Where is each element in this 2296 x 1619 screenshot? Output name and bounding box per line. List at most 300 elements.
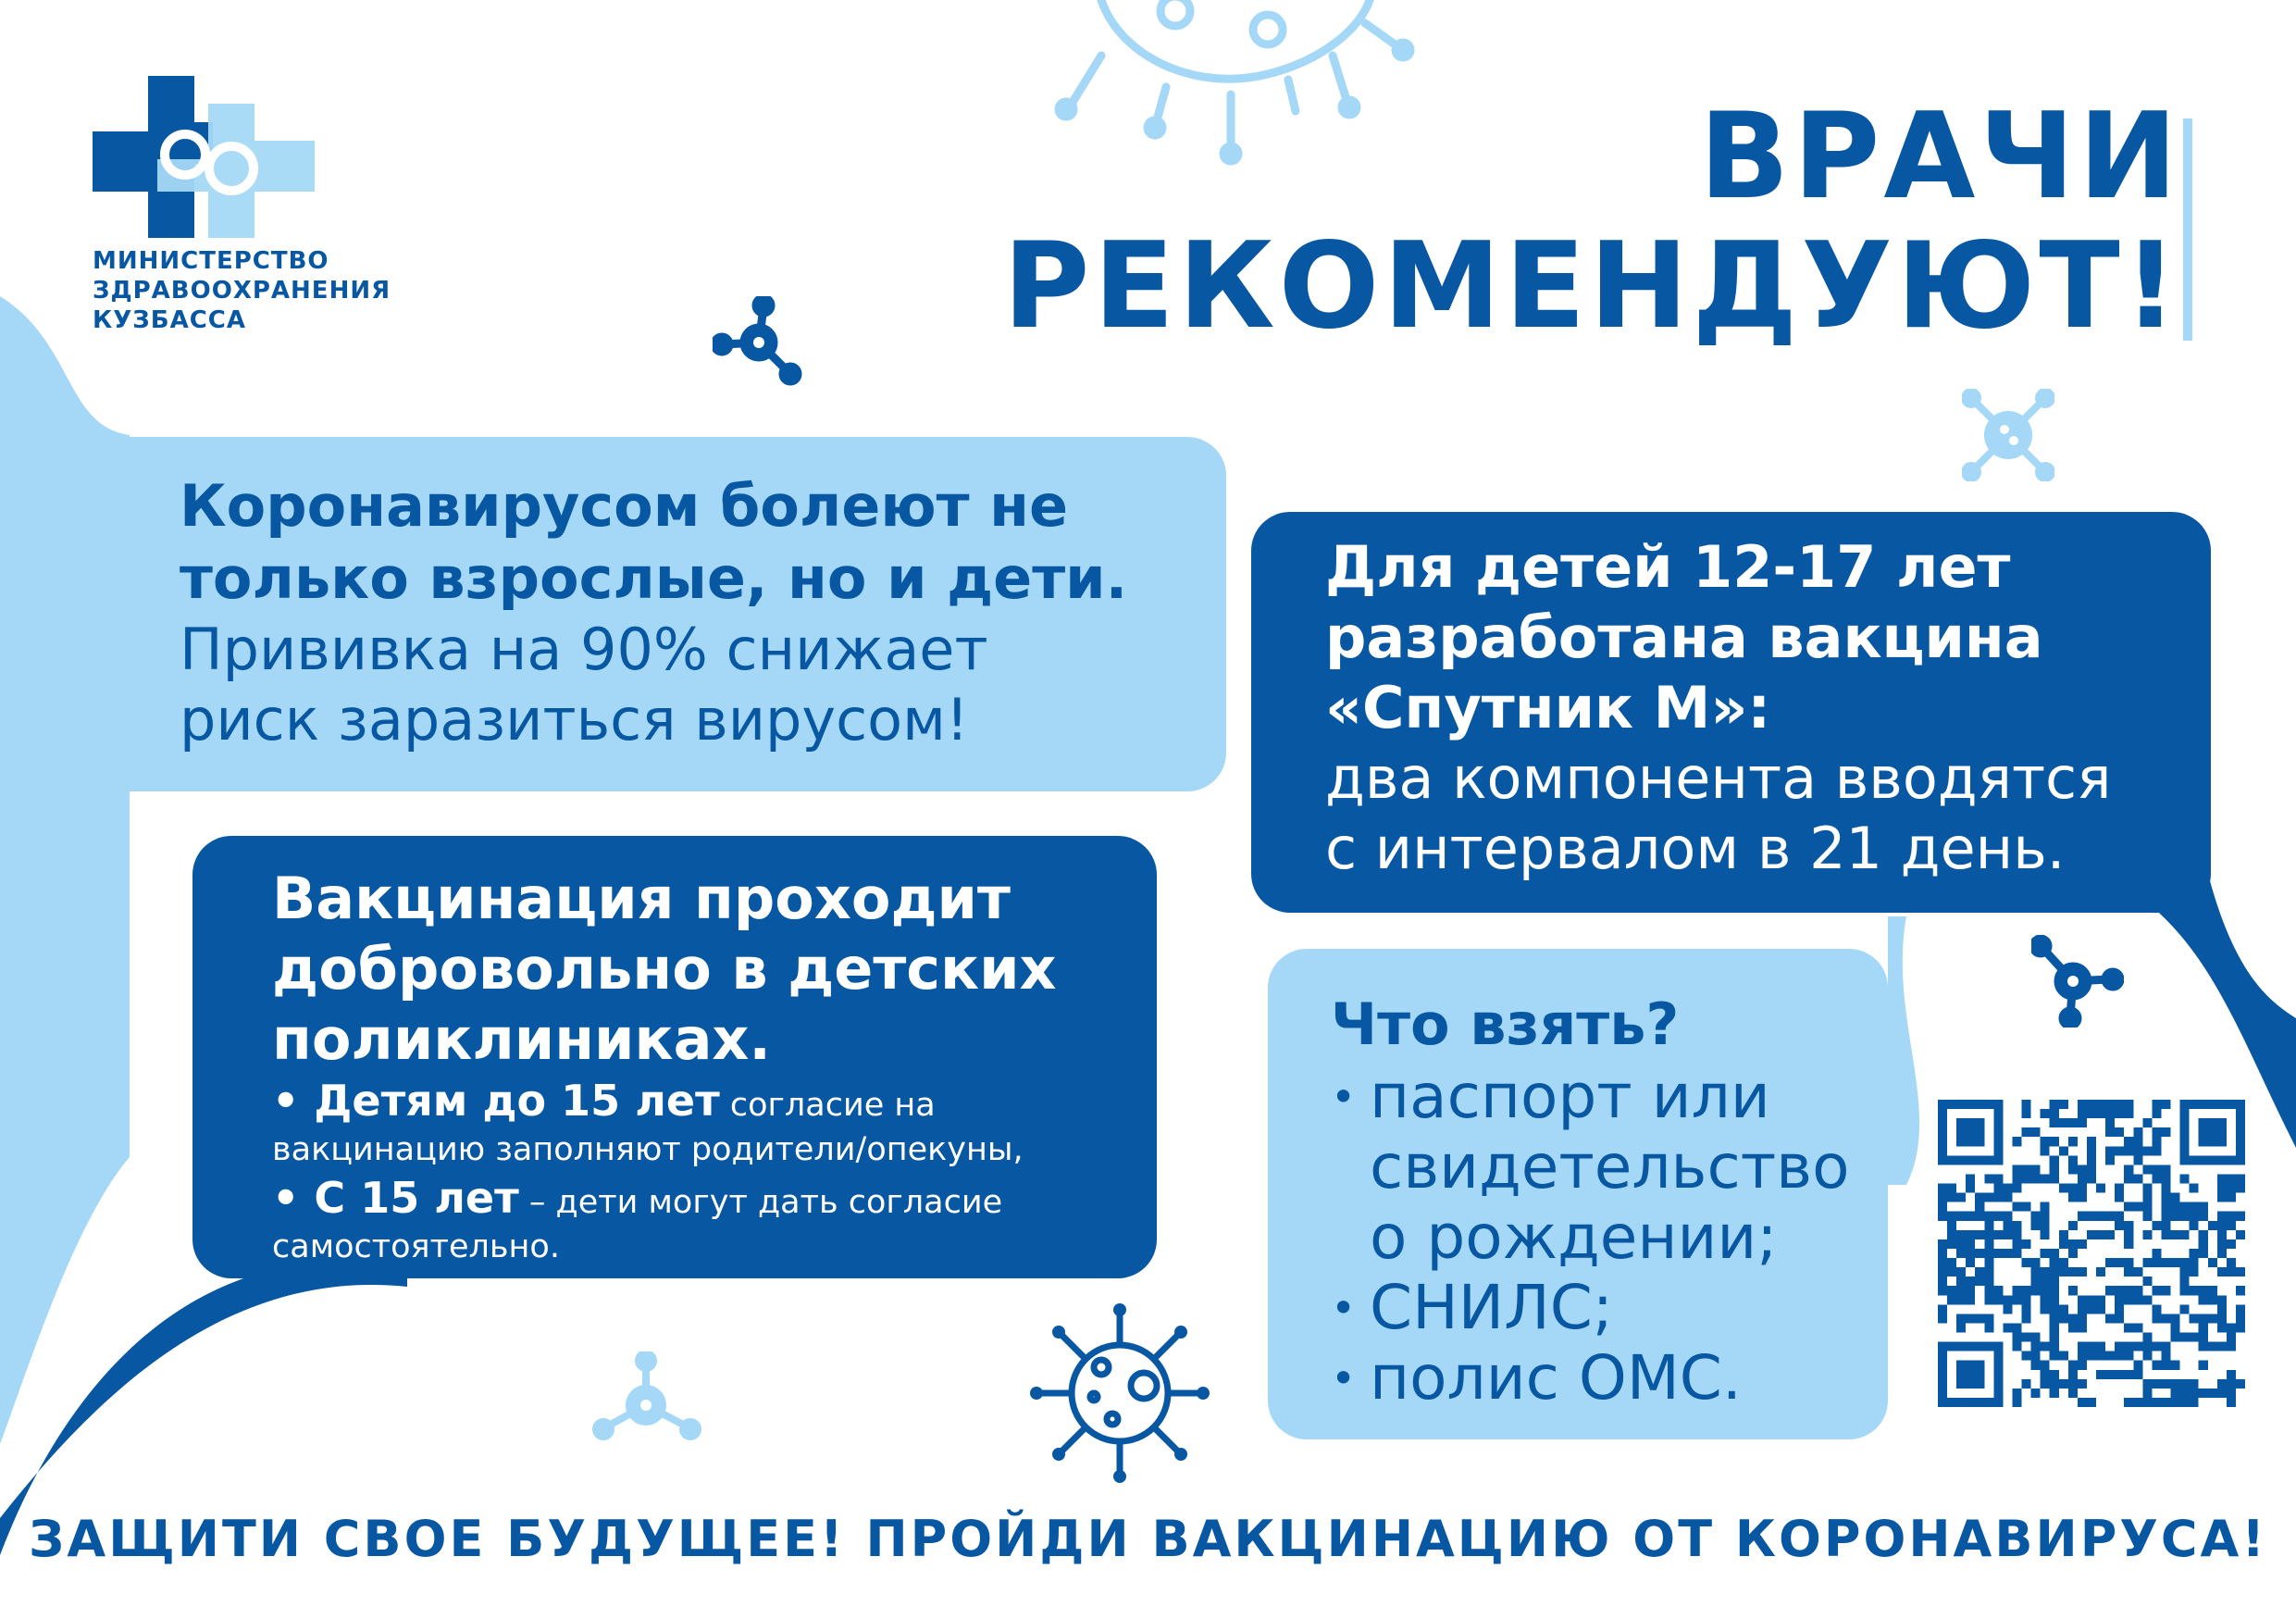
qr-module <box>2199 1239 2208 1249</box>
qr-module <box>2003 1304 2012 1314</box>
qr-module <box>2142 1193 2152 1202</box>
qr-module <box>2087 1295 2096 1304</box>
qr-module <box>2059 1351 2068 1361</box>
qr-module <box>2041 1304 2050 1314</box>
qr-module <box>2161 1286 2170 1295</box>
qr-module <box>2199 1230 2208 1239</box>
qr-module <box>2078 1304 2087 1314</box>
qr-module <box>2068 1164 2078 1174</box>
qr-module <box>2096 1184 2105 1193</box>
qr-module <box>2152 1174 2161 1183</box>
qr-module <box>1938 1202 1947 1212</box>
qr-module <box>1984 1295 1993 1304</box>
qr-module <box>2003 1221 2012 1230</box>
qr-module <box>2142 1379 2152 1389</box>
qr-module <box>2180 1277 2190 1286</box>
qr-module <box>2142 1164 2152 1174</box>
qr-module <box>1938 1249 1947 1258</box>
qr-module <box>1993 1184 2003 1193</box>
qr-module <box>2236 1304 2245 1314</box>
qr-module <box>2190 1314 2199 1323</box>
qr-module <box>1975 1202 1984 1212</box>
qr-module <box>2199 1323 2208 1332</box>
bullet-icon: • <box>1331 1072 1357 1122</box>
qr-module <box>2087 1164 2096 1174</box>
qr-module <box>2171 1361 2180 1370</box>
qr-module <box>2161 1100 2170 1109</box>
qr-module <box>2031 1174 2041 1183</box>
qr-module <box>2199 1118 2227 1146</box>
qr-module <box>2012 1286 2021 1295</box>
qr-module <box>1984 1249 1993 1258</box>
qr-module <box>2142 1118 2152 1127</box>
qr-module <box>1993 1295 2003 1304</box>
qr-module <box>2059 1258 2068 1267</box>
qr-module <box>2050 1370 2059 1379</box>
qr-module <box>2068 1184 2078 1193</box>
qr-module <box>2050 1109 2059 1118</box>
qr-module <box>2152 1249 2161 1258</box>
virus-icon-bottom <box>1027 1301 1212 1486</box>
qr-module <box>1947 1184 1956 1193</box>
qr-module <box>1975 1212 1984 1221</box>
qr-module <box>2152 1286 2161 1295</box>
qr-module <box>2078 1314 2087 1323</box>
qr-module <box>2161 1212 2170 1221</box>
qr-module <box>2199 1286 2208 1295</box>
qr-module <box>2105 1127 2115 1137</box>
qr-module <box>2078 1239 2087 1249</box>
qr-module <box>2096 1100 2105 1109</box>
ministry-logo <box>93 76 391 335</box>
bullet-icon: • <box>1331 1353 1357 1403</box>
qr-module <box>1956 1118 1984 1146</box>
qr-module <box>2012 1342 2021 1351</box>
qr-module <box>2012 1323 2021 1332</box>
qr-module <box>1993 1212 2003 1221</box>
qr-code-icon[interactable] <box>1938 1100 2245 1407</box>
qr-module <box>2124 1164 2133 1174</box>
qr-module <box>2227 1389 2236 1398</box>
qr-module <box>2068 1389 2078 1398</box>
qr-module <box>2041 1277 2050 1286</box>
qr-module <box>2115 1212 2124 1221</box>
qr-module <box>2236 1286 2245 1295</box>
sputnik-bold-line-1: Для детей 12-17 лет <box>1325 533 2011 601</box>
voluntary-bold-line-3: поликлиниках. <box>272 1005 771 1073</box>
qr-module <box>2031 1267 2041 1277</box>
qr-module <box>2003 1212 2012 1221</box>
qr-module <box>1984 1314 1993 1323</box>
sputnik-line-4: два компонента вводятся <box>1325 744 2112 812</box>
qr-module <box>2199 1361 2208 1370</box>
qr-module <box>2078 1174 2087 1183</box>
qr-module <box>2059 1230 2068 1239</box>
children-bold-line-1: Коронавирусом болеют не <box>180 472 1069 540</box>
qr-module <box>2180 1202 2190 1212</box>
qr-module <box>2022 1304 2031 1314</box>
bullet-icon: • <box>1331 1283 1357 1333</box>
qr-module <box>2012 1398 2021 1407</box>
molecule-icon-2 <box>1962 389 2054 481</box>
qr-module <box>2227 1184 2236 1193</box>
qr-module <box>1938 1258 1947 1267</box>
qr-module <box>2087 1109 2096 1118</box>
qr-module <box>1947 1212 1956 1221</box>
qr-module <box>2124 1174 2133 1183</box>
qr-module <box>1966 1230 1975 1239</box>
qr-module <box>1938 1314 1947 1323</box>
take-item-2-text: СНИЛС; <box>1370 1272 1614 1343</box>
qr-module <box>2050 1342 2059 1351</box>
qr-module <box>2190 1212 2199 1221</box>
qr-module <box>2105 1230 2115 1239</box>
qr-module <box>2142 1333 2152 1342</box>
qr-module <box>1984 1230 1993 1239</box>
qr-module <box>2161 1398 2170 1407</box>
children-bold-line-2: только взрослые, но и дети. <box>180 544 1128 612</box>
qr-module <box>2180 1174 2190 1183</box>
qr-module <box>2161 1221 2170 1230</box>
qr-module <box>1984 1258 1993 1267</box>
qr-module <box>2190 1258 2199 1267</box>
qr-module <box>2208 1389 2217 1398</box>
qr-module <box>2022 1333 2031 1342</box>
qr-module <box>2171 1212 2180 1221</box>
qr-module <box>1947 1295 1956 1304</box>
qr-module <box>2161 1361 2170 1370</box>
qr-module <box>2115 1304 2124 1314</box>
qr-module <box>2087 1351 2096 1361</box>
qr-module <box>2124 1202 2133 1212</box>
qr-module <box>2115 1351 2124 1361</box>
qr-module <box>2050 1155 2059 1164</box>
qr-module <box>1956 1295 1966 1304</box>
qr-module <box>2142 1184 2152 1193</box>
qr-module <box>2180 1212 2190 1221</box>
qr-module <box>2161 1314 2170 1323</box>
qr-module <box>2068 1361 2078 1370</box>
qr-module <box>2031 1351 2041 1361</box>
qr-module <box>2152 1342 2161 1351</box>
qr-module <box>2161 1174 2170 1183</box>
qr-module <box>2031 1389 2041 1398</box>
qr-module <box>2152 1361 2161 1370</box>
qr-module <box>2012 1249 2021 1258</box>
qr-module <box>2115 1109 2124 1118</box>
headline <box>1002 88 2181 355</box>
qr-module <box>2133 1370 2142 1379</box>
qr-module <box>1993 1230 2003 1239</box>
qr-module <box>2022 1295 2031 1304</box>
qr-module <box>2171 1193 2180 1202</box>
qr-module <box>1966 1258 1975 1267</box>
qr-module <box>2050 1286 2059 1295</box>
qr-module <box>2041 1212 2050 1221</box>
qr-module <box>2142 1230 2152 1239</box>
qr-module <box>2152 1146 2161 1155</box>
qr-module <box>2012 1239 2021 1249</box>
qr-module <box>2003 1184 2012 1193</box>
qr-module <box>2133 1323 2142 1332</box>
qr-module <box>2115 1184 2124 1193</box>
qr-module <box>2022 1100 2031 1109</box>
molecule-icon-1 <box>713 296 805 389</box>
voluntary-item-1 <box>272 1078 1157 1127</box>
qr-module <box>2199 1249 2208 1258</box>
take-title: Что взять? <box>1331 990 1680 1058</box>
qr-module <box>2236 1323 2245 1332</box>
take-item-1-line-1: паспорт или <box>1370 1061 1770 1132</box>
qr-module <box>2012 1221 2021 1230</box>
voluntary-item-2-text: – дети могут дать согласие <box>518 1184 1003 1221</box>
headline-accent-line <box>2183 118 2192 341</box>
qr-module <box>2012 1230 2021 1239</box>
qr-module <box>2041 1286 2050 1295</box>
qr-module <box>2105 1370 2115 1379</box>
qr-module <box>2152 1109 2161 1118</box>
take-item-1-line-2: свидетельство <box>1370 1131 1850 1202</box>
qr-module <box>2133 1174 2142 1183</box>
qr-module <box>2190 1249 2199 1258</box>
logo-line-2: ЗДРАВООХРАНЕНИЯ <box>93 277 391 305</box>
qr-module <box>2133 1361 2142 1370</box>
take-item-1-line-3: о рождении; <box>1370 1202 1778 1273</box>
qr-module <box>2208 1314 2217 1323</box>
sputnik-bold-line-3: «Спутник М»: <box>1325 674 1771 741</box>
qr-module <box>2217 1249 2227 1258</box>
qr-module <box>2236 1184 2245 1193</box>
qr-module <box>2012 1164 2021 1174</box>
qr-module <box>2199 1314 2208 1323</box>
qr-module <box>2041 1174 2050 1183</box>
qr-module <box>2227 1212 2236 1221</box>
qr-module <box>2050 1314 2059 1323</box>
qr-module <box>2022 1351 2031 1361</box>
qr-module <box>2133 1267 2142 1277</box>
qr-module <box>2105 1351 2115 1361</box>
qr-module <box>2115 1314 2124 1323</box>
qr-module <box>2068 1249 2078 1258</box>
qr-module <box>2180 1304 2190 1314</box>
qr-module <box>2217 1342 2227 1351</box>
box-voluntary-info <box>192 836 1157 1278</box>
qr-module <box>1947 1286 1956 1295</box>
voluntary-item-2-bold: • С 15 лет <box>272 1173 519 1223</box>
qr-module <box>1966 1286 1975 1295</box>
qr-module <box>2078 1184 2087 1193</box>
qr-module <box>2133 1155 2142 1164</box>
qr-module <box>1947 1193 1956 1202</box>
children-line-4: риск заразиться вирусом! <box>180 686 969 753</box>
qr-module <box>2142 1342 2152 1351</box>
qr-module <box>2115 1342 2124 1351</box>
qr-module <box>2041 1361 2050 1370</box>
qr-module <box>2142 1351 2152 1361</box>
qr-module <box>2190 1267 2199 1277</box>
qr-module <box>2124 1239 2133 1249</box>
qr-module <box>1984 1174 1993 1183</box>
qr-module <box>2041 1295 2050 1304</box>
qr-module <box>2142 1212 2152 1221</box>
qr-module <box>2041 1146 2050 1155</box>
qr-module <box>2068 1370 2078 1379</box>
qr-module <box>2050 1277 2059 1286</box>
qr-module <box>2236 1267 2245 1277</box>
children-line-3: Прививка на 90% снижает <box>180 616 988 683</box>
qr-module <box>2171 1258 2180 1267</box>
qr-module <box>2115 1127 2124 1137</box>
qr-module <box>2124 1323 2133 1332</box>
qr-module <box>2142 1202 2152 1212</box>
qr-module <box>2227 1239 2236 1249</box>
qr-module <box>2217 1267 2227 1277</box>
qr-module <box>2133 1286 2142 1295</box>
qr-module <box>2217 1323 2227 1332</box>
qr-module <box>1947 1258 1956 1267</box>
qr-module <box>2227 1379 2236 1389</box>
qr-module <box>2227 1342 2236 1351</box>
qr-module <box>1984 1212 1993 1221</box>
qr-module <box>2124 1221 2133 1230</box>
qr-module <box>2199 1202 2208 1212</box>
qr-module <box>1975 1267 1984 1277</box>
qr-module <box>1966 1174 1975 1183</box>
qr-module <box>1993 1174 2003 1183</box>
qr-module <box>2050 1323 2059 1332</box>
qr-module <box>2050 1333 2059 1342</box>
take-item-1 <box>1331 1062 1888 1273</box>
qr-module <box>1975 1249 1984 1258</box>
qr-module <box>2124 1100 2133 1109</box>
qr-module <box>2161 1193 2170 1202</box>
qr-module <box>2142 1398 2152 1407</box>
qr-module <box>2059 1239 2068 1249</box>
qr-module <box>2031 1342 2041 1351</box>
logo-line-3: КУЗБАССА <box>93 306 246 334</box>
qr-module <box>2050 1137 2059 1146</box>
qr-module <box>2022 1164 2031 1174</box>
qr-module <box>2087 1398 2096 1407</box>
qr-module <box>2217 1221 2227 1230</box>
qr-module <box>2171 1333 2180 1342</box>
qr-module <box>2161 1202 2170 1212</box>
qr-module <box>2208 1221 2217 1230</box>
qr-module <box>2199 1333 2208 1342</box>
qr-module <box>2078 1295 2087 1304</box>
qr-module <box>1938 1286 1947 1295</box>
qr-module <box>2217 1239 2227 1249</box>
qr-module <box>2142 1389 2152 1398</box>
qr-module <box>1938 1304 1947 1314</box>
qr-module <box>2068 1314 2078 1323</box>
qr-module <box>2161 1230 2170 1239</box>
qr-module <box>1984 1286 1993 1295</box>
qr-module <box>2050 1379 2059 1389</box>
qr-module <box>2152 1100 2161 1109</box>
qr-module <box>1966 1295 1975 1304</box>
qr-module <box>2059 1304 2068 1314</box>
qr-module <box>1956 1230 1966 1239</box>
voluntary-item-1-text: согласие на <box>719 1087 936 1124</box>
qr-module <box>2041 1249 2050 1258</box>
qr-module <box>2012 1389 2021 1398</box>
qr-module <box>2115 1100 2124 1109</box>
qr-module <box>2059 1146 2068 1155</box>
qr-module <box>2236 1174 2245 1183</box>
qr-module <box>2227 1174 2236 1183</box>
qr-module <box>2105 1155 2115 1164</box>
qr-module <box>2078 1212 2087 1221</box>
qr-module <box>2059 1267 2068 1277</box>
qr-module <box>2022 1379 2031 1389</box>
qr-module <box>2180 1230 2190 1239</box>
qr-module <box>2133 1295 2142 1304</box>
voluntary-bold-line-1: Вакцинация проходит <box>272 865 1011 932</box>
qr-module <box>1984 1221 1993 1230</box>
qr-module <box>2208 1258 2217 1267</box>
qr-module <box>2227 1193 2236 1202</box>
qr-module <box>2050 1258 2059 1267</box>
qr-module <box>2059 1100 2068 1109</box>
qr-module <box>2171 1202 2180 1212</box>
qr-module <box>2171 1314 2180 1323</box>
qr-module <box>2068 1323 2078 1332</box>
qr-module <box>2161 1164 2170 1174</box>
qr-module <box>2031 1164 2041 1174</box>
qr-module <box>2227 1333 2236 1342</box>
qr-module <box>1956 1239 1966 1249</box>
qr-module <box>2124 1295 2133 1304</box>
qr-module <box>2050 1249 2059 1258</box>
qr-module <box>2050 1118 2059 1127</box>
qr-module <box>2161 1127 2170 1137</box>
qr-module <box>2022 1109 2031 1118</box>
medical-cross-logo-icon <box>93 76 315 243</box>
qr-module <box>2078 1267 2087 1277</box>
voluntary-item-2 <box>272 1173 1157 1225</box>
qr-module <box>2142 1258 2152 1267</box>
qr-module <box>2096 1304 2105 1314</box>
qr-module <box>2003 1249 2012 1258</box>
qr-module <box>2199 1342 2208 1351</box>
qr-module <box>2078 1351 2087 1361</box>
qr-module <box>2217 1379 2227 1389</box>
qr-module <box>1966 1212 1975 1221</box>
qr-module <box>2003 1230 2012 1239</box>
qr-module <box>1956 1314 1966 1323</box>
qr-module <box>1966 1184 1975 1193</box>
qr-module <box>2152 1304 2161 1314</box>
qr-module <box>2124 1109 2133 1118</box>
qr-module <box>2041 1109 2050 1118</box>
qr-module <box>2133 1137 2142 1146</box>
qr-module <box>2190 1379 2199 1389</box>
qr-module <box>2087 1174 2096 1183</box>
qr-module <box>2022 1127 2031 1137</box>
qr-module <box>2012 1333 2021 1342</box>
qr-module <box>2190 1389 2199 1398</box>
qr-module <box>2031 1221 2041 1230</box>
qr-module <box>2041 1370 2050 1379</box>
qr-module <box>2217 1184 2227 1193</box>
qr-module <box>2012 1202 2021 1212</box>
qr-module <box>2105 1146 2115 1155</box>
qr-module <box>2152 1314 2161 1323</box>
qr-module <box>2171 1379 2180 1389</box>
qr-module <box>2041 1230 2050 1239</box>
qr-module <box>2105 1118 2115 1127</box>
